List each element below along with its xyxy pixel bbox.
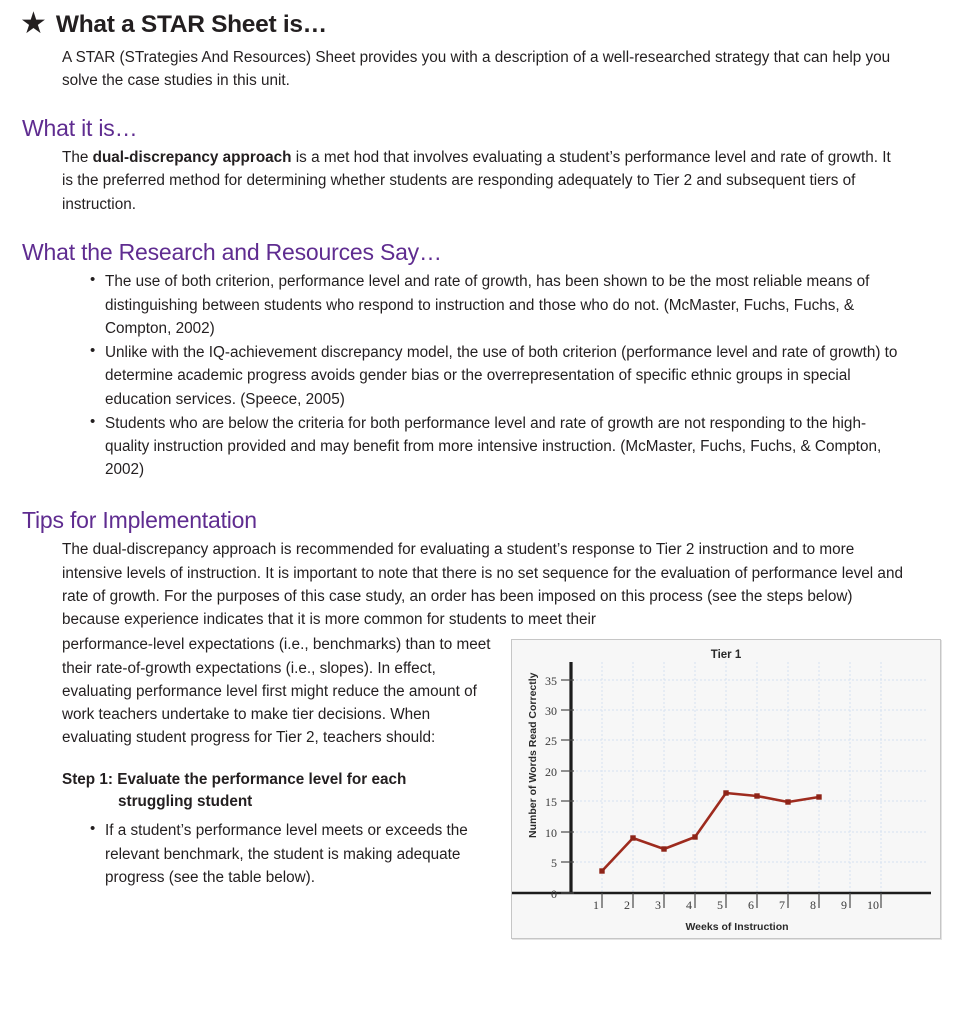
chart-title: Tier 1: [710, 649, 742, 662]
list-item: • Students who are below the criteria for both performance level and rate of growth are not responding to the high-quality instruction provided and may benefit from more intensive instruction. (McMaster, Fuchs, Fuchs, & Compton, 2002): [90, 412, 943, 482]
what-it-is-prefix: The: [62, 149, 93, 167]
svg-text:6: 6: [748, 898, 754, 913]
svg-text:5: 5: [717, 898, 723, 913]
svg-text:10: 10: [545, 826, 557, 841]
chart-y-axis-label: Number of Words Read Correctly: [527, 672, 539, 839]
svg-text:0: 0: [551, 887, 557, 902]
svg-text:35: 35: [545, 674, 557, 689]
list-item: • The use of both criterion, performance level and rate of growth, has been shown to be the most reliable means of distinguishing between students who respond to instruction and those who do not. (McMaster, Fuchs, Fuchs, & Compton, 2002): [90, 270, 943, 340]
svg-text:5: 5: [551, 856, 557, 871]
step-1-label-line2: struggling student: [118, 793, 253, 811]
svg-text:9: 9: [841, 898, 847, 913]
svg-text:3: 3: [655, 898, 661, 913]
step-1-bullet-list: [62, 819, 933, 889]
svg-text:15: 15: [545, 795, 557, 810]
svg-text:10: 10: [867, 898, 879, 913]
svg-text:25: 25: [545, 734, 557, 749]
chart-x-axis-label: Weeks of Instruction: [685, 921, 789, 934]
svg-text:7: 7: [779, 898, 785, 913]
tips-paragraph-1: The dual-discrepancy approach is recommended for evaluating a student’s response to Tier 2 instruction and to more intensive levels of instruction. It is important to note that there is no set sequence for the evaluation of performance level and rate of growth. For the purposes of this case study, an order has been imposed on this process (see the steps below) because experience indicates that it is more common for students to meet their: [62, 541, 903, 629]
tier-1-chart-panel: [511, 639, 941, 939]
svg-text:1: 1: [593, 898, 599, 913]
svg-text:2: 2: [624, 898, 630, 913]
svg-text:30: 30: [545, 704, 557, 719]
tips-paragraph-2: performance-level expectations (i.e., benchmarks) than to meet their rate-of-growth expectations (i.e., slopes). In effect, evaluating performance level first might reduce the amount of work teachers undertake to make tier decisions. When evaluating student progress for Tier 2, teachers should:: [62, 636, 491, 747]
intro-paragraph: A STAR (STrategies And Resources) Sheet provides you with a description of a well-researched strategy that can help you solve the case studies in this unit.: [62, 49, 891, 90]
chart-and-text-wrap: [20, 633, 943, 934]
page-title: [20, 7, 943, 40]
svg-text:4: 4: [686, 898, 692, 913]
step-1-label: Step 1: Evaluate the performance level for each: [62, 770, 407, 788]
what-it-is-paragraph: [20, 146, 943, 216]
heading-what-it-is: What it is…: [22, 114, 138, 141]
page-title-text: What a STAR Sheet is…: [55, 11, 327, 39]
svg-text:20: 20: [545, 765, 557, 780]
tier-1-line-chart: [512, 640, 940, 938]
svg-text:8: 8: [810, 898, 816, 913]
star-icon: ★: [20, 7, 47, 40]
dual-discrepancy-term: dual-discrepancy approach: [92, 149, 292, 167]
what-it-is-suffix: is a met hod that involves evaluating a student’s performance level and rate of growth. It is the preferred method for determining whether students are responding adequately to Tier 2 and subsequent tiers of instruction.: [62, 149, 891, 213]
list-item: • If a student’s performance level meets or exceeds the relevant benchmark, the student is making adequate progress (see the table below).: [90, 819, 933, 889]
tier-1-chart-container: [511, 639, 943, 939]
heading-research: What the Research and Resources Say…: [22, 238, 442, 265]
list-item: • Unlike with the IQ-achievement discrepancy model, the use of both criterion (performance level and rate of growth) to determine academic progress avoids gender bias or the overrepresentation of specific ethnic groups in special education services. (Speece, 2005): [90, 341, 943, 411]
research-bullet-list: [20, 270, 943, 481]
heading-tips: Tips for Implementation: [22, 506, 257, 533]
